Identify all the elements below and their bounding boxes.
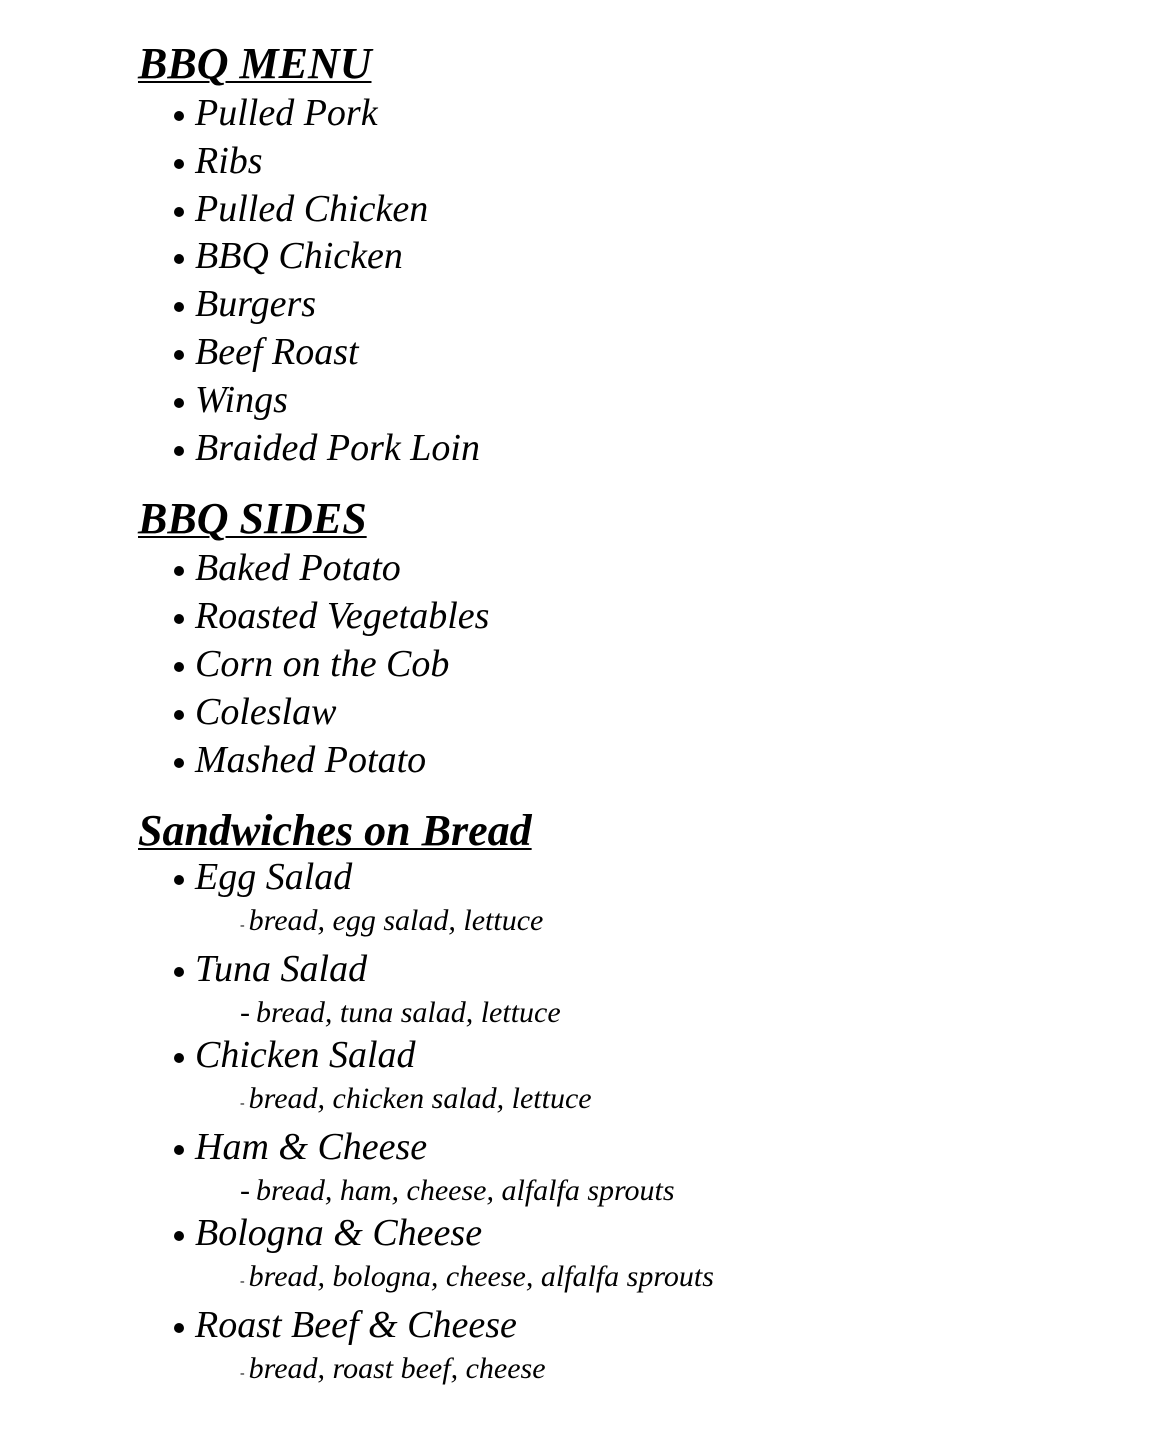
list-item [174,689,1098,737]
item-label: Braided Pork Loin [195,426,480,469]
section-title: Sandwiches on Bread [138,806,532,856]
list-item [174,641,1098,689]
menu-document [138,38,1098,1397]
section-spacer [138,784,1098,805]
item-label: BBQ Chicken [195,235,403,278]
list-item [174,425,1098,473]
list-item [174,1305,1098,1346]
item-label: Tuna Salad [195,948,368,991]
bullet-icon [174,566,184,576]
section-bbq-sides [138,493,1098,784]
item-label: Chicken Salad [195,1034,416,1077]
bullet-icon [174,1323,184,1333]
detail-text: bread, ham, cheese, alfalfa sprouts [256,1174,675,1208]
dash: - [240,996,250,1030]
section-title: BBQ SIDES [138,494,367,544]
list-item [174,377,1098,425]
sandwich-entry [174,1305,1098,1397]
item-label: Beef Roast [195,330,359,373]
bullet-icon [174,1145,184,1155]
item-label: Roasted Vegetables [195,595,490,638]
dash: - [240,918,245,934]
bullet-icon [174,207,184,217]
dash: - [240,1174,250,1208]
section-title: BBQ MENU [138,39,372,88]
list-item [174,949,1098,990]
item-label: Corn on the Cob [195,642,450,685]
item-label: Bologna & Cheese [195,1212,483,1255]
item-detail [174,1254,1098,1305]
list-item [174,857,1098,898]
detail-text: bread, roast beef, cheese [248,1352,546,1386]
bullet-icon [174,1053,184,1063]
item-label: Baked Potato [195,547,401,590]
item-label: Mashed Potato [195,738,427,781]
item-label: Ham & Cheese [195,1126,428,1169]
item-list [138,545,1098,784]
dash: - [240,1366,245,1382]
list-item [174,186,1098,234]
item-list [138,90,1098,472]
item-list [138,857,1098,1397]
item-detail [174,1076,1098,1127]
bullet-icon [174,614,184,624]
list-item [174,1035,1098,1076]
item-label: Roast Beef & Cheese [195,1304,517,1347]
list-item [174,90,1098,138]
section-bbq-menu [138,38,1098,472]
dash: - [240,1274,245,1290]
list-item [174,281,1098,329]
dash: - [240,1096,245,1112]
item-label: Pulled Chicken [195,187,429,230]
sandwich-entry [174,1213,1098,1305]
list-item [174,138,1098,186]
sandwich-entry [174,949,1098,1035]
list-item [174,1127,1098,1168]
item-detail [174,898,1098,949]
item-label: Pulled Pork [195,92,378,134]
section-spacer [138,472,1098,493]
bullet-icon [174,758,184,768]
item-label: Burgers [195,283,317,326]
item-label: Coleslaw [195,690,337,733]
bullet-icon [174,254,184,264]
list-item [174,545,1098,593]
sandwich-entry [174,1035,1098,1127]
list-item [174,593,1098,641]
list-item [174,737,1098,785]
detail-text: bread, bologna, cheese, alfalfa sprouts [248,1260,714,1294]
list-item [174,233,1098,281]
list-item [174,1213,1098,1254]
bullet-icon [174,967,184,977]
item-label: Ribs [195,139,263,182]
bullet-icon [174,159,184,169]
bullet-icon [174,350,184,360]
sandwich-entry [174,1127,1098,1213]
bullet-icon [174,302,184,312]
section-sandwiches [138,805,1098,1397]
bullet-icon [174,398,184,408]
bullet-icon [174,662,184,672]
item-detail [174,1346,1098,1397]
detail-text: bread, chicken salad, lettuce [248,1082,592,1116]
bullet-icon [174,710,184,720]
detail-text: bread, tuna salad, lettuce [256,996,561,1030]
sandwich-entry [174,857,1098,949]
item-label: Wings [195,378,288,421]
item-label: Egg Salad [195,856,353,899]
detail-text: bread, egg salad, lettuce [248,904,544,938]
item-detail [174,990,1098,1035]
bullet-icon [174,1231,184,1241]
list-item [174,329,1098,377]
bullet-icon [174,111,184,121]
bullet-icon [174,875,184,885]
bullet-icon [174,446,184,456]
item-detail [174,1168,1098,1213]
